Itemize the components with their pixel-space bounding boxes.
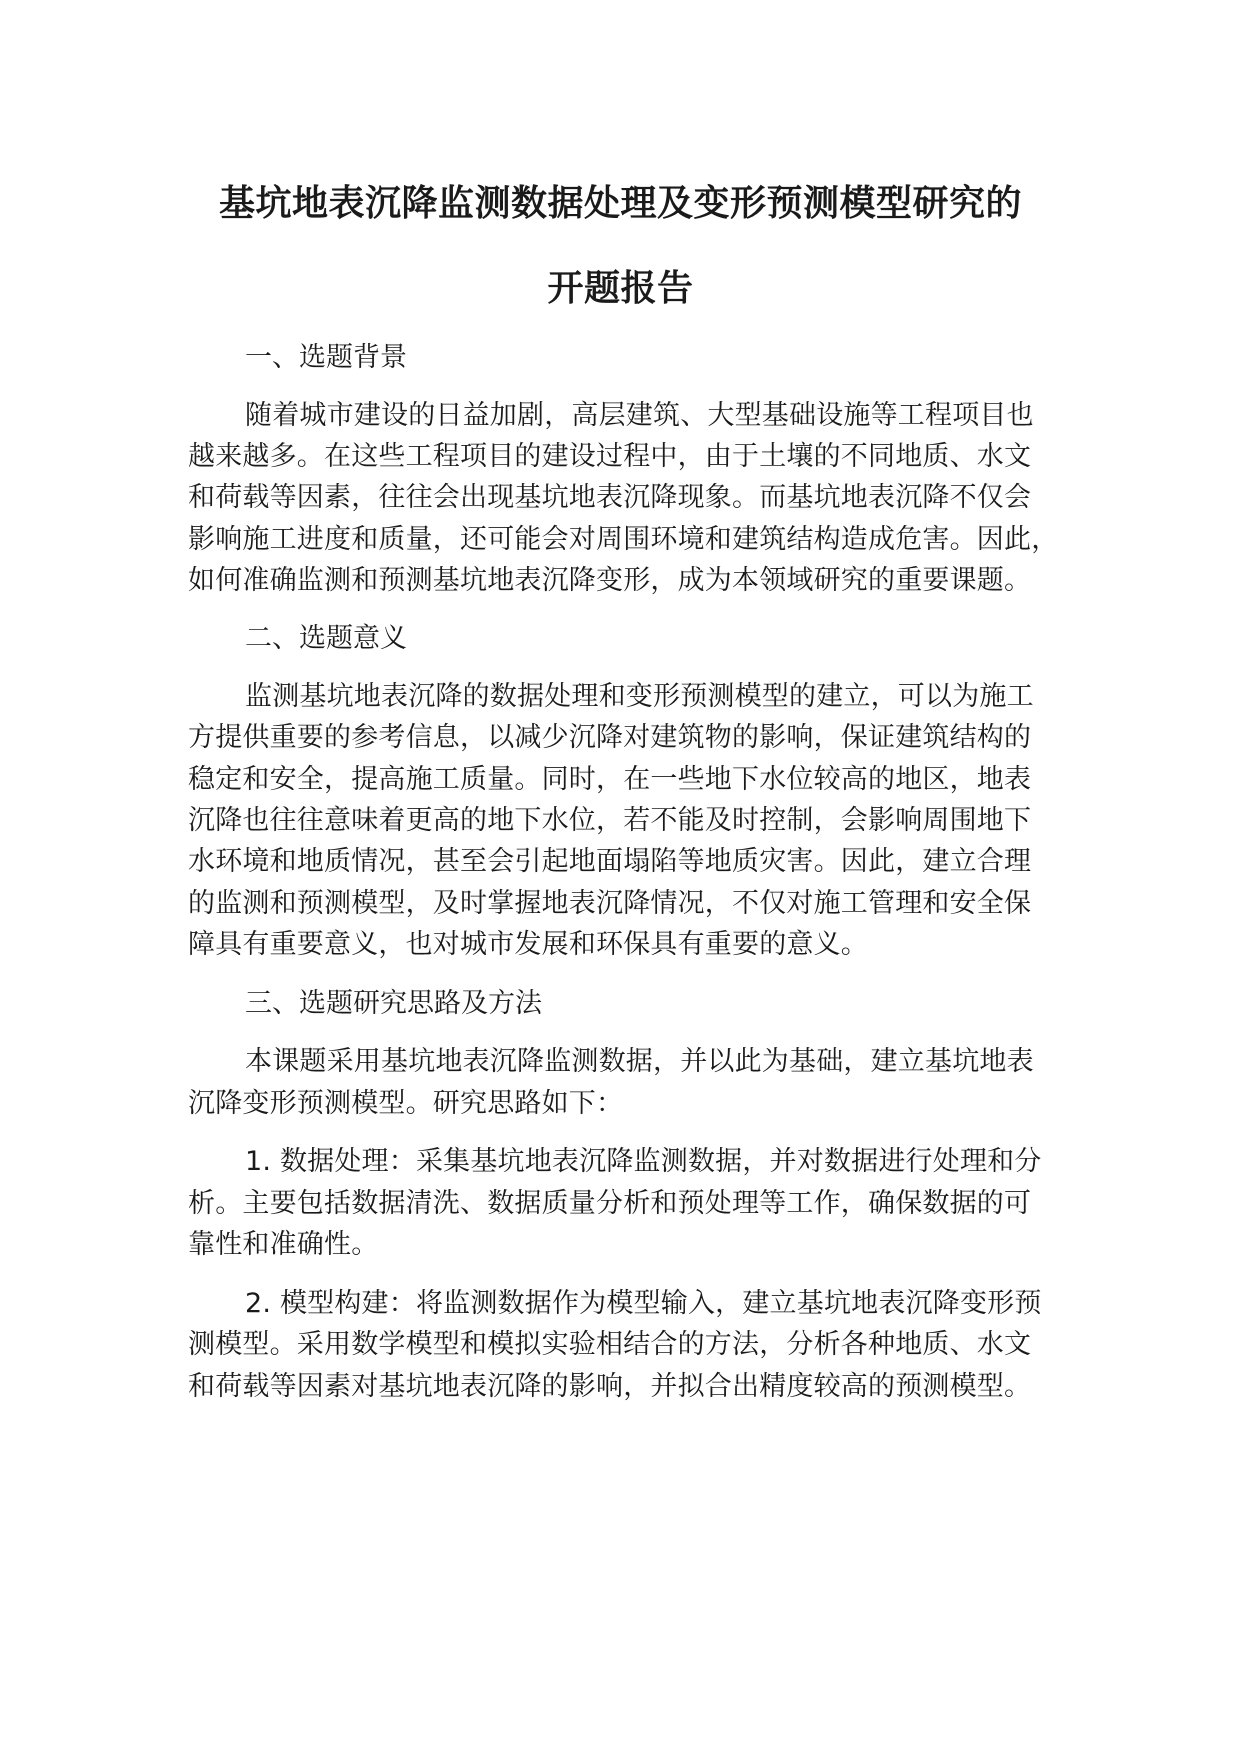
paragraph-line: 障具有重要意义，也对城市发展和环保具有重要的意义。 bbox=[188, 929, 868, 960]
paragraph-line: 稳定和安全，提高施工质量。同时，在一些地下水位较高的地区，地表 bbox=[188, 764, 1032, 795]
section-heading-background: 一、选题背景 bbox=[245, 342, 407, 373]
paragraph-line: 影响施工进度和质量，还可能会对周围环境和建筑结构造成危害。因此， bbox=[188, 524, 1059, 555]
document-title-line-2: 开题报告 bbox=[547, 268, 694, 309]
paragraph-line: 沉降也往往意味着更高的地下水位，若不能及时控制，会影响周围地下 bbox=[188, 805, 1032, 836]
section-heading-method: 三、选题研究思路及方法 bbox=[245, 988, 542, 1019]
list-item-line: 测模型。采用数学模型和模拟实验相结合的方法，分析各种地质、水文 bbox=[188, 1329, 1032, 1360]
list-item-line: 和荷载等因素对基坑地表沉降的影响，并拟合出精度较高的预测模型。 bbox=[188, 1371, 1032, 1402]
section-heading-significance: 二、选题意义 bbox=[245, 623, 407, 654]
paragraph-line: 和荷载等因素，往往会出现基坑地表沉降现象。而基坑地表沉降不仅会 bbox=[188, 482, 1032, 513]
list-item-line: 析。主要包括数据清洗、数据质量分析和预处理等工作，确保数据的可 bbox=[188, 1188, 1032, 1219]
paragraph-line: 本课题采用基坑地表沉降监测数据，并以此为基础，建立基坑地表 bbox=[245, 1046, 1034, 1077]
document-title-line-1: 基坑地表沉降监测数据处理及变形预测模型研究的 bbox=[218, 183, 1022, 224]
paragraph-line: 沉降变形预测模型。研究思路如下： bbox=[188, 1088, 624, 1119]
list-item-line: 靠性和准确性。 bbox=[188, 1229, 379, 1260]
list-item-line: 1. 数据处理：采集基坑地表沉降监测数据，并对数据进行处理和分 bbox=[245, 1146, 1042, 1177]
paragraph-line: 的监测和预测模型，及时掌握地表沉降情况，不仅对施工管理和安全保 bbox=[188, 888, 1032, 919]
paragraph-line: 如何准确监测和预测基坑地表沉降变形，成为本领域研究的重要课题。 bbox=[188, 565, 1032, 596]
paragraph-line: 监测基坑地表沉降的数据处理和变形预测模型的建立，可以为施工 bbox=[245, 681, 1034, 712]
paragraph-line: 越来越多。在这些工程项目的建设过程中，由于土壤的不同地质、水文 bbox=[188, 441, 1032, 472]
paragraph-line: 水环境和地质情况，甚至会引起地面塌陷等地质灾害。因此，建立合理 bbox=[188, 846, 1032, 877]
paragraph-line: 方提供重要的参考信息，以减少沉降对建筑物的影响，保证建筑结构的 bbox=[188, 722, 1032, 753]
list-item-line: 2. 模型构建：将监测数据作为模型输入，建立基坑地表沉降变形预 bbox=[245, 1288, 1042, 1319]
paragraph-line: 随着城市建设的日益加剧，高层建筑、大型基础设施等工程项目也 bbox=[245, 400, 1034, 431]
